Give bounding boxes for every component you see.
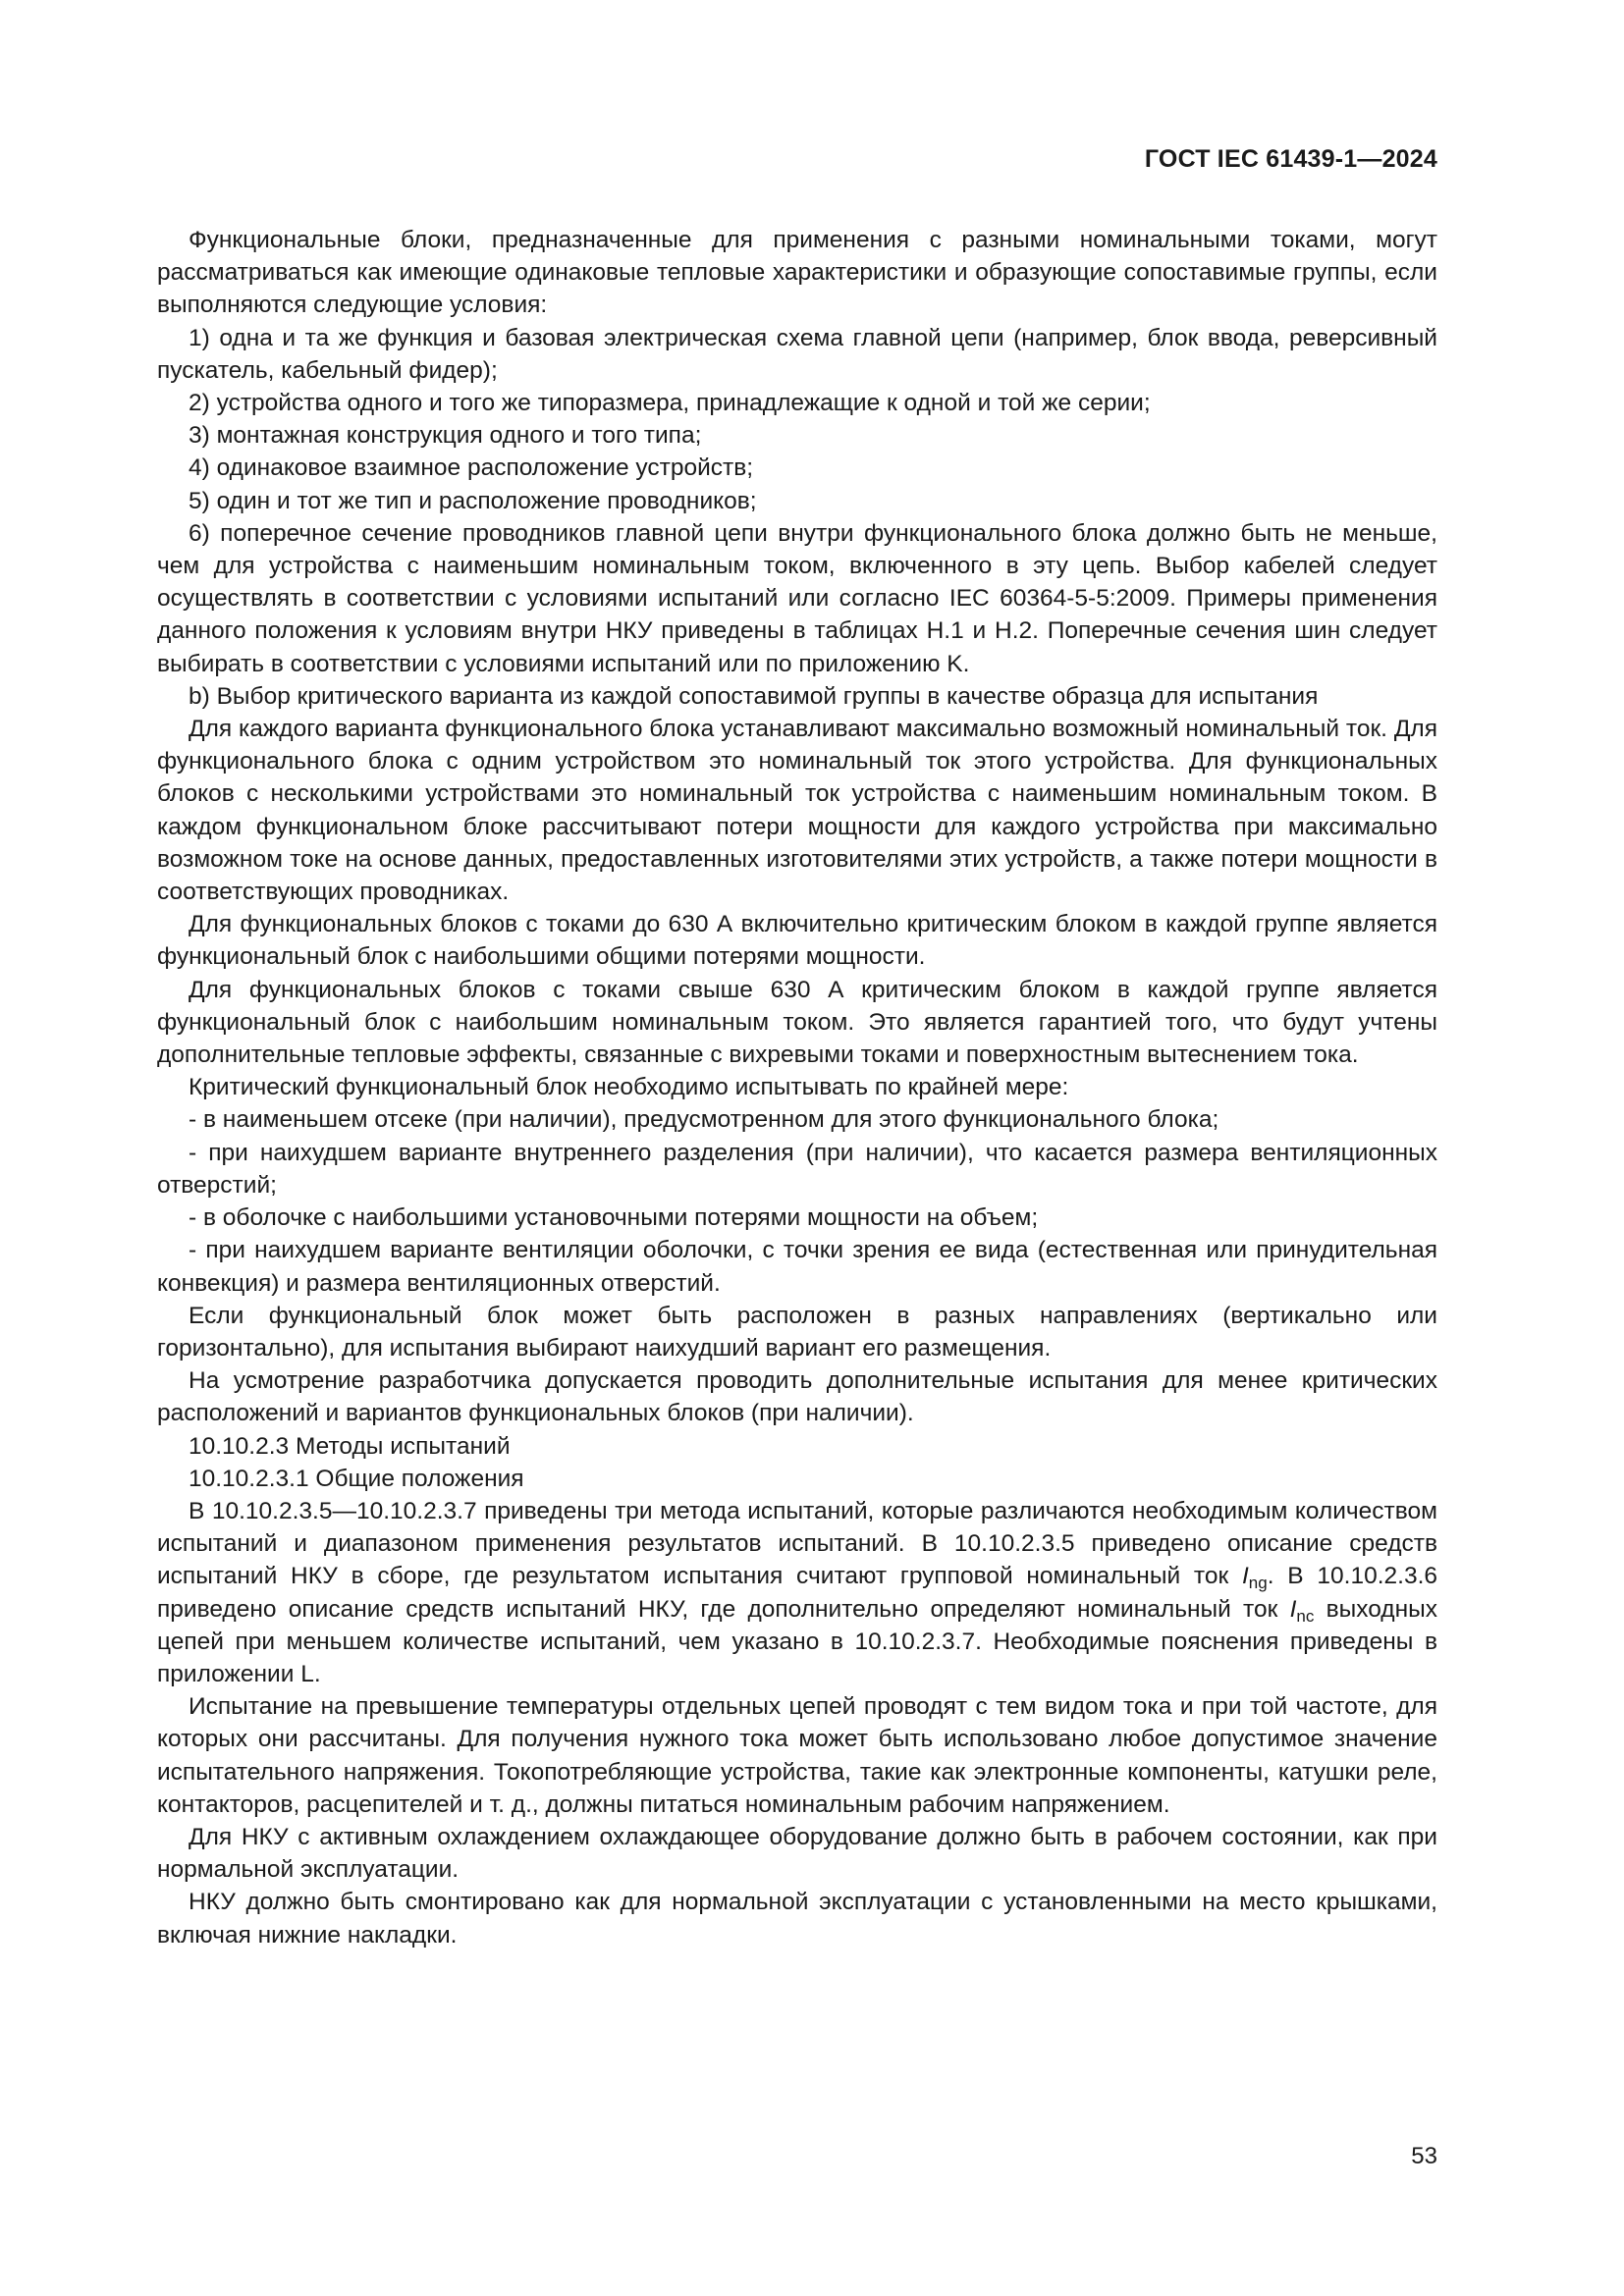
paragraph: Для каждого варианта функционального блока устанавливают максимально возможный номинальный ток. Для функционального блока с одним устройством это номинальный ток этого устройства. Для функциональных блоков с несколькими устройствами это номинальный ток устройства с наименьшим номинальным током. В каждом функциональном блоке рассчитывают потери мощности для каждого устройства при максимально возможном токе на основе данных, предоставленных изготовителями этих устройств, а также потери мощности в соответствующих проводниках. <box>157 716 1437 906</box>
paragraph: Для функциональных блоков с токами свыше 630 А критическим блоком в каждой группе является функциональный блок с наибольшим номинальным током. Это является гарантией того, что будут учтены дополнительные тепловые эффекты, связанные с вихревыми токами и поверхностным вытеснением тока. <box>157 976 1437 1069</box>
section-heading: 10.10.2.3 Методы испытаний <box>189 1432 511 1460</box>
paragraph: Для НКУ с активным охлаждением охлаждающее оборудование должно быть в рабочем состоянии, как при нормальной эксплуатации. <box>157 1823 1437 1884</box>
paragraph: Критический функциональный блок необходимо испытывать по крайней мере: <box>189 1074 1069 1101</box>
current-subscript: nc <box>1296 1606 1315 1626</box>
list-item: 2) устройства одного и того же типоразмера, принадлежащие к одной и той же серии; <box>189 390 1151 417</box>
paragraph: Испытание на превышение температуры отдельных цепей проводят с тем видом тока и при той частоте, для которых они рассчитаны. Для получения нужного тока может быть использовано любое допустимое значение испытательного напряжения. Токопотребляющие устройства, такие как электронные компоненты, катушки реле, контакторов, расцепителей и т. д., должны питаться номинальным рабочим напряжением. <box>157 1693 1437 1818</box>
paragraph: Для функциональных блоков с токами до 630 А включительно критическим блоком в каждой группе является функциональный блок с наибольшими общими потерями мощности. <box>157 911 1437 971</box>
dash-item: - в наименьшем отсеке (при наличии), предусмотренном для этого функционального блока; <box>189 1106 1219 1134</box>
standard-header: ГОСТ IEC 61439-1—2024 <box>1144 145 1437 173</box>
list-item: 4) одинаковое взаимное расположение устройств; <box>189 454 754 482</box>
list-item: 6) поперечное сечение проводников главной цепи внутри функционального блока должно быть не меньше, чем для устройства с наименьшим номинальным током, включенного в эту цепь. Выбор кабелей следует осуществлять в соответствии с условиями испытаний или согласно IEC 60364-5-5:2009. Примеры применения данного положения к условиям внутри НКУ приведены в таблицах H.1 и H.2. Поперечные сечения шин следует выбирать в соответствии с условиями испытаний или по приложению K. <box>157 519 1437 677</box>
list-item: 1) одна и та же функция и базовая электрическая схема главной цепи (например, блок ввода, реверсивный пускатель, кабельный фидер); <box>157 324 1437 384</box>
list-item: 3) монтажная конструкция одного и того типа; <box>189 422 702 450</box>
dash-item: - в оболочке с наибольшими установочными потерями мощности на объем; <box>189 1204 1039 1232</box>
methods-text-2: . В 10.10.2.3.6 приведено описание средств испытаний НКУ, где дополнительно определяют номинальный ток <box>157 1563 1437 1623</box>
dash-item: - при наихудшем варианте вентиляции оболочки, с точки зрения ее вида (естественная или принудительная конвекция) и размера вентиляционных отверстий. <box>157 1237 1437 1297</box>
dash-item: - при наихудшем варианте внутреннего разделения (при наличии), что касается размера вентиляционных отверстий; <box>157 1139 1437 1199</box>
list-item: 5) один и тот же тип и расположение проводников; <box>189 487 757 514</box>
clause-heading: b) Выбор критического варианта из каждой сопоставимой группы в качестве образца для испытания <box>189 682 1319 710</box>
subsection-heading: 10.10.2.3.1 Общие положения <box>189 1465 524 1492</box>
current-subscript: ng <box>1248 1574 1268 1593</box>
paragraph: НКУ должно быть смонтировано как для нормальной эксплуатации с установленными на место крышками, включая нижние накладки. <box>157 1889 1437 1949</box>
methods-text-1: В 10.10.2.3.5—10.10.2.3.7 приведены три метода испытаний, которые различаются необходимым количеством испытаний и диапазоном применения результатов испытаний. В 10.10.2.3.5 приведено описание средств испытаний НКУ в сборе, где результатом испытания считают групповой номинальный ток <box>157 1497 1437 1590</box>
paragraph: Если функциональный блок может быть расположен в разных направлениях (вертикально или горизонтально), для испытания выбирают наихудший вариант его размещения. <box>157 1302 1437 1362</box>
paragraph: На усмотрение разработчика допускается проводить дополнительные испытания для менее критических расположений и вариантов функциональных блоков (при наличии). <box>157 1367 1437 1427</box>
current-symbol: I <box>1241 1563 1249 1590</box>
current-symbol: I <box>1289 1595 1297 1623</box>
methods-paragraph <box>157 1495 1437 1690</box>
methods-text-3: выходных цепей при меньшем количестве испытаний, чем указано в 10.10.2.3.7. Необходимые пояснения приведены в приложении L. <box>157 1595 1437 1687</box>
body-text <box>157 224 1437 1951</box>
paragraph: Функциональные блоки, предназначенные для применения с разными номинальными токами, могут рассматриваться как имеющие одинаковые тепловые характеристики и образующие сопоставимые группы, если выполняются следующие условия: <box>157 227 1437 319</box>
page-number: 53 <box>1411 2143 1437 2169</box>
